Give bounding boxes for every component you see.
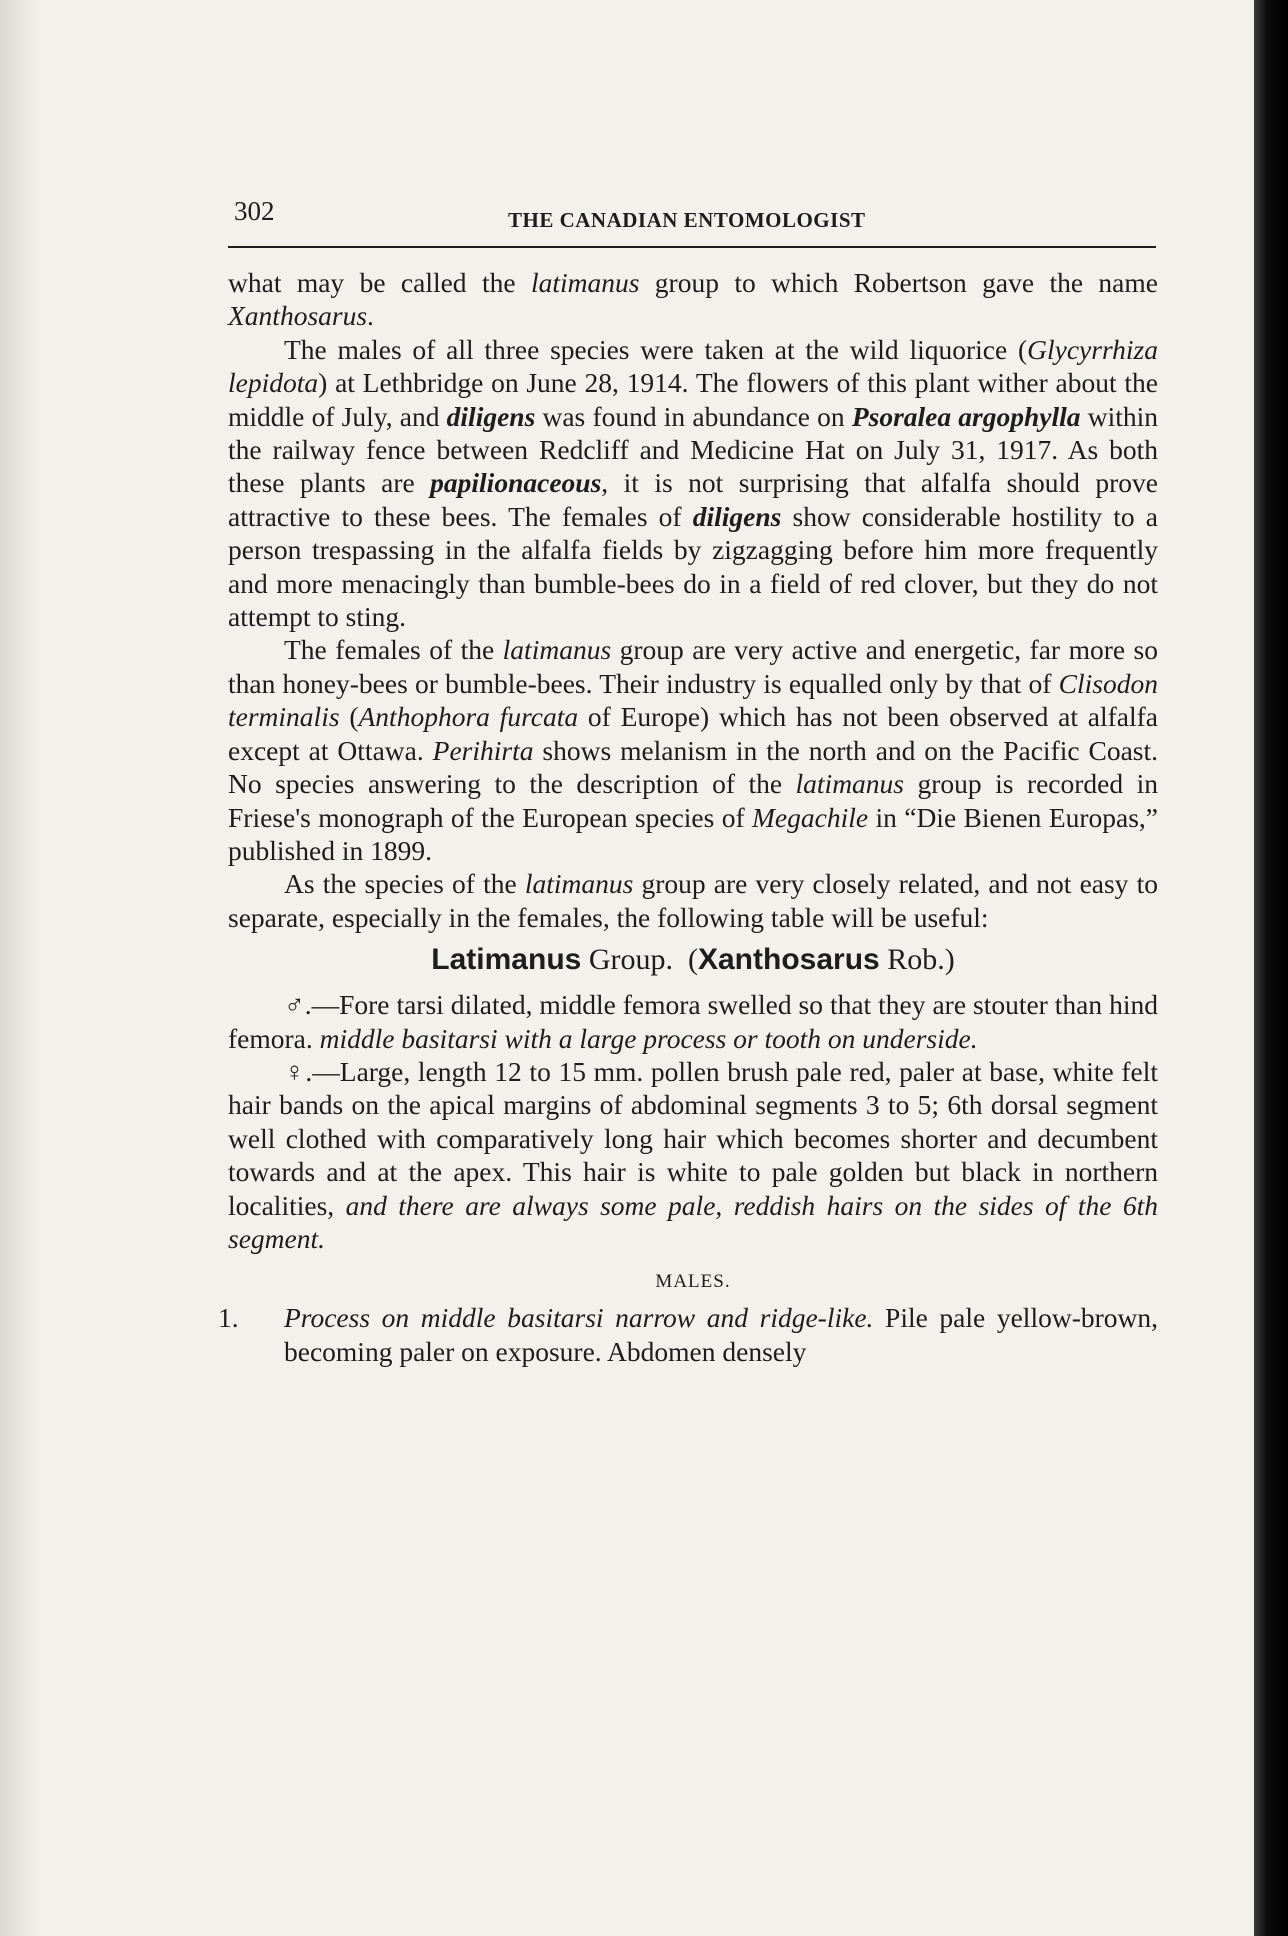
page-number: 302 bbox=[234, 196, 275, 226]
running-head: THE CANADIAN ENTOMOLOGIST bbox=[508, 208, 866, 232]
header-rule bbox=[228, 246, 1156, 248]
key-item-number: 1. bbox=[218, 1302, 239, 1334]
male-description: ♂.—Fore tarsi dilated, middle femora swelled so that they are stouter than hind femora. middle basitarsi with a large process or tooth on underside. bbox=[228, 989, 1158, 1054]
paragraph-4: As the species of the latimanus group are very closely related, and not easy to separate, especially in the females, the following table will be useful: bbox=[228, 868, 1158, 933]
page-header bbox=[228, 190, 1158, 234]
group-heading: Latimanus Group. (Xanthosarus Rob.) bbox=[431, 943, 955, 977]
males-heading: MALES. bbox=[655, 1271, 731, 1293]
book-edge-shadow bbox=[1254, 0, 1288, 1936]
paragraph-1: what may be called the latimanus group to which Robertson gave the name Xanthosarus. bbox=[228, 267, 1158, 332]
key-item-1 bbox=[218, 1301, 1158, 1368]
binding-shadow bbox=[0, 0, 40, 1936]
page-content bbox=[218, 190, 1159, 1368]
female-description: ♀.—Large, length 12 to 15 mm. pollen brush pale red, paler at base, white felt hair bands on the apical margins of abdominal segments 3 to 5; 6th dorsal segment well clothed with comparatively long hair which becomes shorter and decumbent towards and at the apex. This hair is white to pale golden but black in northern localities, and there are always some pale, reddish hairs on the sides of the 6th segment. bbox=[228, 1055, 1158, 1254]
paragraph-2: The males of all three species were taken at the wild liquorice (Glycyrrhiza lepidota) at Lethbridge on June 28, 1914. The flowers of this plant wither about the middle of July, and diligens was found in abundance on Psoralea argophylla within the railway fence between Redcliff and Medicine Hat on July 31, 1917. As both these plants are papilionaceous, it is not surprising that alfalfa should prove attractive to these bees. The females of diligens show considerable hostility to a person trespassing in the alfalfa fields by zigzagging before him more frequently and more menacingly than bumble-bees do in a field of red clover, but they do not attempt to sting. bbox=[228, 333, 1159, 633]
paragraph-3: The females of the latimanus group are very active and energetic, far more so than honey-bees or bumble-bees. Their industry is equalled only by that of Clisodon terminalis (Anthophora furcata of Europe) which has not been observed at alfalfa except at Ottawa. Perihirta shows melanism in the north and on the Pacific Coast. No species answering to the description of the latimanus group is recorded in Friese's monograph of the European species of Megachile in “Die Bienen Europas,” published in 1899. bbox=[228, 634, 1159, 866]
key-item-text: Process on middle basitarsi narrow and ridge-like. Pile pale yellow-brown, becoming paler on exposure. Abdomen densely bbox=[284, 1302, 1158, 1367]
